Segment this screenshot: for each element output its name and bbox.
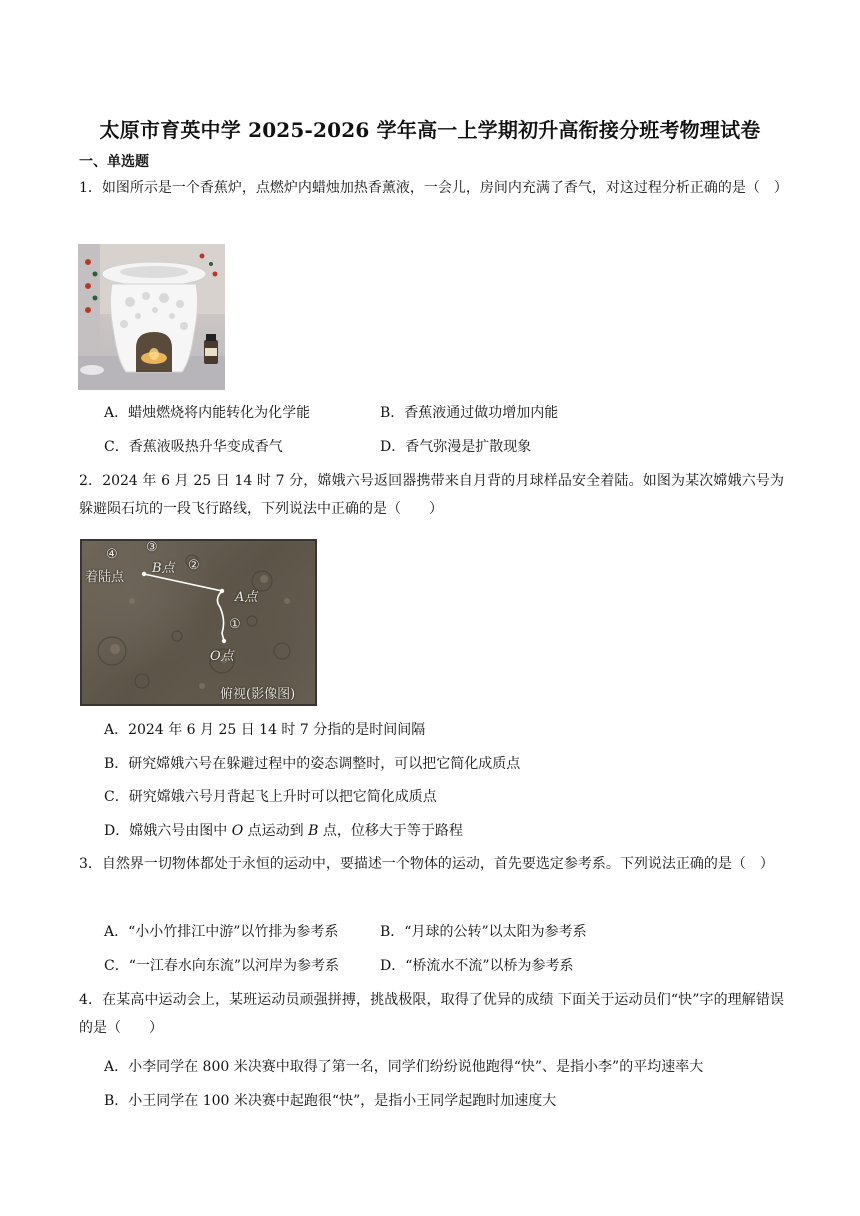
figure-label-landing: 着陆点 (85, 570, 125, 585)
q2-option-a: A．2024 年 6 月 25 日 14 时 7 分指的是时间间隔 (104, 722, 426, 738)
figure-label-o: O点 (210, 649, 234, 664)
q2-option-d (104, 821, 463, 841)
figure-label-2: ② (188, 558, 200, 573)
q3-option-b: B．“月球的公转”以太阳为参考系 (380, 924, 587, 940)
q2-option-b: B．研究嫦娥六号在躲避过程中的姿态调整时，可以把它简化成质点 (104, 756, 521, 772)
figure-label-b: B点 (152, 561, 175, 576)
aroma-burner-image (78, 244, 225, 390)
lunar-flight-path-image (80, 539, 317, 706)
question-2-stem: 2．2024 年 6 月 25 日 14 时 7 分，嫦娥六号返回器携带来自月背的月球样品安全着陆。如图为某次嫦娥六号为躲避陨石坑的一段飞行路线，下列说法中正确的是（ ） (79, 473, 784, 517)
figure-label-4: ④ (106, 547, 118, 562)
q2-option-d-post: 点，位移大于等于路程 (318, 823, 463, 839)
page-title: 太原市育英中学 2025-2026 学年高一上学期初升高衔接分班考物理试卷 (99, 118, 761, 142)
q1-option-b: B．香蕉液通过做功增加内能 (380, 405, 559, 421)
figure-label-3: ③ (146, 540, 158, 555)
aroma-burner-drawing (78, 244, 225, 390)
figure-caption: 俯视(影像图) (220, 687, 296, 702)
q2-option-c: C．研究嫦娥六号月背起飞上升时可以把它简化成质点 (104, 789, 437, 805)
q2-option-d-point-o: O (231, 823, 244, 839)
q3-option-d: D．“桥流水不流”以桥为参考系 (380, 958, 574, 974)
q4-option-a: A．小李同学在 800 米决赛中取得了第一名，同学们纷纷说他跑得“快”、是指小李”的平均速率大 (104, 1059, 704, 1075)
q1-option-c: C．香蕉液吸热升华变成香气 (104, 439, 283, 455)
q3-option-a: A．“小小竹排江中游”以竹排为参考系 (104, 924, 339, 940)
figure-label-a: A点 (235, 590, 258, 605)
q3-option-c: C．“一江春水向东流”以河岸为参考系 (104, 958, 340, 974)
q2-option-d-pre: D．嫦娥六号由图中 (104, 823, 232, 839)
question-1-stem: 1．如图所示是一个香蕉炉，点燃炉内蜡烛加热香薰液，一会儿，房间内充满了香气，对这过程分析正确的是（ ） (79, 180, 788, 196)
q1-option-d: D．香气弥漫是扩散现象 (380, 439, 532, 455)
q1-option-a: A．蜡烛燃烧将内能转化为化学能 (104, 405, 311, 421)
question-4-stem: 4．在某高中运动会上，某班运动员顽强拼搏，挑战极限，取得了优异的成绩 下面关于运动员们“快”字的理解错误的是（ ） (79, 992, 784, 1036)
q2-option-d-point-b: B (308, 823, 319, 839)
section-heading: 一、单选题 (79, 154, 149, 170)
q4-option-b: B．小王同学在 100 米决赛中起跑很“快”，是指小王同学起跑时加速度大 (104, 1093, 557, 1109)
q2-option-d-mid: 点运动到 (243, 823, 309, 839)
question-3-stem: 3．自然界一切物体都处于永恒的运动中，要描述一个物体的运动，首先要选定参考系。下列说法正确的是（ ） (79, 856, 774, 872)
figure-label-1: ① (229, 617, 241, 632)
